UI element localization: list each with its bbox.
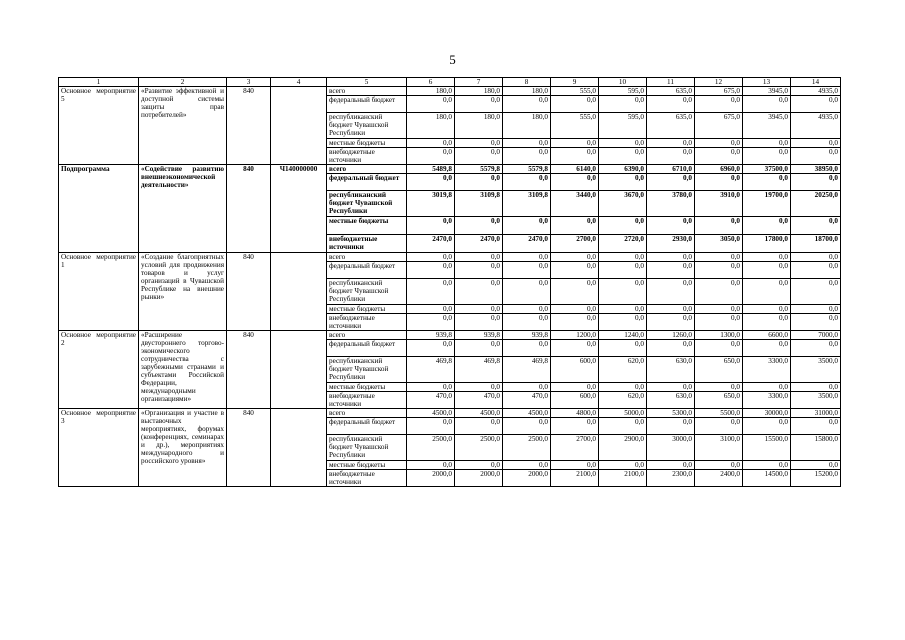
value-cell: 0,0 — [791, 96, 841, 113]
value-cell: 2930,0 — [647, 235, 695, 253]
value-cell: 2000,0 — [503, 470, 551, 487]
value-cell: 600,0 — [551, 392, 599, 409]
value-cell: 0,0 — [743, 174, 791, 191]
value-cell: 470,0 — [455, 392, 503, 409]
value-cell: 20250,0 — [791, 191, 841, 217]
value-cell: 0,0 — [695, 139, 743, 148]
value-cell: 6140,0 — [551, 165, 599, 174]
value-cell: 470,0 — [503, 392, 551, 409]
funding-source: федеральный бюджет — [327, 340, 407, 357]
funding-source: местные бюджеты — [327, 217, 407, 235]
value-cell: 0,0 — [695, 340, 743, 357]
value-cell: 0,0 — [551, 139, 599, 148]
value-cell: 4800,0 — [551, 409, 599, 418]
header-cell: 13 — [743, 78, 791, 87]
value-cell: 15800,0 — [791, 435, 841, 461]
funding-source: республиканский бюджет Чувашской Республики — [327, 357, 407, 383]
value-cell: 939,8 — [407, 331, 455, 340]
value-cell: 0,0 — [647, 174, 695, 191]
value-cell: 0,0 — [551, 174, 599, 191]
value-cell: 0,0 — [695, 253, 743, 262]
funding-source: местные бюджеты — [327, 305, 407, 314]
value-cell: 0,0 — [599, 383, 647, 392]
value-cell: 0,0 — [551, 314, 599, 331]
value-cell: 0,0 — [455, 253, 503, 262]
value-cell: 0,0 — [407, 314, 455, 331]
funding-source: внебюджетные источники — [327, 148, 407, 165]
value-cell: 180,0 — [503, 87, 551, 96]
header-row — [59, 78, 841, 87]
value-cell: 0,0 — [455, 96, 503, 113]
value-cell: 6390,0 — [599, 165, 647, 174]
group-title: «Создание благоприятных условий для продвижения товаров и услуг организаций в Чувашской Республике на внешние рынки» — [139, 253, 227, 331]
value-cell: 3910,0 — [695, 191, 743, 217]
budget-class-code — [271, 87, 327, 165]
funding-source: федеральный бюджет — [327, 174, 407, 191]
value-cell: 1200,0 — [551, 331, 599, 340]
value-cell: 0,0 — [503, 383, 551, 392]
value-cell: 2500,0 — [455, 435, 503, 461]
header-cell: 2 — [139, 78, 227, 87]
value-cell: 0,0 — [695, 305, 743, 314]
value-cell: 0,0 — [503, 461, 551, 470]
value-cell: 0,0 — [791, 340, 841, 357]
responsible-code: 840 — [227, 409, 271, 487]
value-cell: 14500,0 — [743, 470, 791, 487]
value-cell: 3945,0 — [743, 87, 791, 96]
value-cell: 0,0 — [551, 217, 599, 235]
value-cell: 2900,0 — [599, 435, 647, 461]
value-cell: 0,0 — [791, 262, 841, 279]
value-cell: 0,0 — [551, 253, 599, 262]
value-cell: 0,0 — [599, 148, 647, 165]
funding-source: республиканский бюджет Чувашской Республики — [327, 113, 407, 139]
value-cell: 0,0 — [503, 305, 551, 314]
value-cell: 3019,8 — [407, 191, 455, 217]
funding-source: федеральный бюджет — [327, 262, 407, 279]
value-cell: 0,0 — [407, 174, 455, 191]
funding-source: республиканский бюджет Чувашской Республики — [327, 279, 407, 305]
value-cell: 0,0 — [647, 305, 695, 314]
value-cell: 6960,0 — [695, 165, 743, 174]
value-cell: 675,0 — [695, 87, 743, 96]
value-cell: 3109,8 — [503, 191, 551, 217]
value-cell: 469,8 — [407, 357, 455, 383]
value-cell: 0,0 — [407, 139, 455, 148]
value-cell: 2470,0 — [407, 235, 455, 253]
value-cell: 0,0 — [743, 139, 791, 148]
value-cell: 0,0 — [407, 418, 455, 435]
value-cell: 939,8 — [455, 331, 503, 340]
value-cell: 0,0 — [407, 253, 455, 262]
value-cell: 469,8 — [455, 357, 503, 383]
value-cell: 0,0 — [695, 418, 743, 435]
value-cell: 0,0 — [695, 262, 743, 279]
responsible-code: 840 — [227, 87, 271, 165]
value-cell: 0,0 — [791, 148, 841, 165]
value-cell: 0,0 — [599, 217, 647, 235]
value-cell: 2100,0 — [599, 470, 647, 487]
value-cell: 0,0 — [743, 383, 791, 392]
header-cell: 7 — [455, 78, 503, 87]
value-cell: 630,0 — [647, 357, 695, 383]
value-cell: 650,0 — [695, 392, 743, 409]
value-cell: 1240,0 — [599, 331, 647, 340]
value-cell: 0,0 — [791, 279, 841, 305]
value-cell: 0,0 — [407, 279, 455, 305]
value-cell: 0,0 — [551, 96, 599, 113]
funding-source: всего — [327, 87, 407, 96]
value-cell: 17800,0 — [743, 235, 791, 253]
value-cell: 2470,0 — [503, 235, 551, 253]
value-cell: 0,0 — [599, 340, 647, 357]
value-cell: 3500,0 — [791, 392, 841, 409]
value-cell: 3780,0 — [647, 191, 695, 217]
value-cell: 0,0 — [407, 148, 455, 165]
value-cell: 3670,0 — [599, 191, 647, 217]
value-cell: 0,0 — [503, 253, 551, 262]
funding-source: местные бюджеты — [327, 461, 407, 470]
value-cell: 180,0 — [455, 113, 503, 139]
value-cell: 0,0 — [551, 461, 599, 470]
value-cell: 0,0 — [647, 217, 695, 235]
value-cell: 0,0 — [455, 262, 503, 279]
value-cell: 31000,0 — [791, 409, 841, 418]
value-cell: 0,0 — [407, 461, 455, 470]
value-cell: 15200,0 — [791, 470, 841, 487]
value-cell: 0,0 — [551, 148, 599, 165]
group-label: Основное мероприятие 5 — [59, 87, 139, 165]
value-cell: 0,0 — [455, 383, 503, 392]
budget-class-code — [271, 409, 327, 487]
value-cell: 3945,0 — [743, 113, 791, 139]
value-cell: 0,0 — [743, 279, 791, 305]
value-cell: 0,0 — [791, 314, 841, 331]
value-cell: 4500,0 — [503, 409, 551, 418]
value-cell: 0,0 — [647, 418, 695, 435]
table-body — [59, 78, 841, 487]
group-title: «Содействие развитию внешнеэкономической деятельности» — [139, 165, 227, 253]
header-cell: 4 — [271, 78, 327, 87]
value-cell: 0,0 — [503, 217, 551, 235]
value-cell: 38950,0 — [791, 165, 841, 174]
value-cell: 180,0 — [455, 87, 503, 96]
value-cell: 0,0 — [743, 96, 791, 113]
value-cell: 180,0 — [407, 113, 455, 139]
value-cell: 5579,8 — [455, 165, 503, 174]
value-cell: 0,0 — [647, 148, 695, 165]
header-cell: 5 — [327, 78, 407, 87]
value-cell: 5000,0 — [599, 409, 647, 418]
value-cell: 0,0 — [455, 174, 503, 191]
group-title: «Организация и участие в выставочных мероприятиях, форумах (конференциях, семинарах и др.), мероприятиях международного и российского уровня» — [139, 409, 227, 487]
table-row — [59, 165, 841, 174]
value-cell: 0,0 — [455, 314, 503, 331]
value-cell: 0,0 — [791, 418, 841, 435]
value-cell: 555,0 — [551, 87, 599, 96]
funding-source: республиканский бюджет Чувашской Республики — [327, 435, 407, 461]
value-cell: 0,0 — [407, 217, 455, 235]
value-cell: 2700,0 — [551, 235, 599, 253]
value-cell: 470,0 — [407, 392, 455, 409]
value-cell: 5500,0 — [695, 409, 743, 418]
value-cell: 5300,0 — [647, 409, 695, 418]
value-cell: 0,0 — [647, 279, 695, 305]
budget-class-code — [271, 331, 327, 409]
value-cell: 0,0 — [791, 139, 841, 148]
header-cell: 6 — [407, 78, 455, 87]
value-cell: 0,0 — [599, 174, 647, 191]
value-cell: 0,0 — [599, 279, 647, 305]
value-cell: 0,0 — [695, 314, 743, 331]
value-cell: 0,0 — [599, 314, 647, 331]
value-cell: 180,0 — [503, 113, 551, 139]
value-cell: 0,0 — [455, 340, 503, 357]
value-cell: 0,0 — [695, 174, 743, 191]
value-cell: 0,0 — [743, 262, 791, 279]
value-cell: 0,0 — [695, 148, 743, 165]
value-cell: 0,0 — [791, 253, 841, 262]
value-cell: 0,0 — [647, 139, 695, 148]
value-cell: 6600,0 — [743, 331, 791, 340]
value-cell: 3100,0 — [695, 435, 743, 461]
value-cell: 0,0 — [407, 262, 455, 279]
value-cell: 0,0 — [743, 314, 791, 331]
value-cell: 0,0 — [503, 139, 551, 148]
funding-source: местные бюджеты — [327, 383, 407, 392]
value-cell: 0,0 — [695, 279, 743, 305]
value-cell: 0,0 — [599, 418, 647, 435]
value-cell: 0,0 — [599, 96, 647, 113]
value-cell: 0,0 — [503, 279, 551, 305]
value-cell: 0,0 — [503, 314, 551, 331]
value-cell: 0,0 — [455, 461, 503, 470]
value-cell: 0,0 — [503, 174, 551, 191]
group-label: Основное мероприятие 2 — [59, 331, 139, 409]
value-cell: 0,0 — [503, 418, 551, 435]
value-cell: 5579,8 — [503, 165, 551, 174]
value-cell: 0,0 — [407, 305, 455, 314]
value-cell: 2720,0 — [599, 235, 647, 253]
value-cell: 2470,0 — [455, 235, 503, 253]
value-cell: 0,0 — [743, 418, 791, 435]
value-cell: 0,0 — [791, 461, 841, 470]
value-cell: 5489,8 — [407, 165, 455, 174]
value-cell: 2700,0 — [551, 435, 599, 461]
value-cell: 620,0 — [599, 392, 647, 409]
value-cell: 1300,0 — [695, 331, 743, 340]
value-cell: 0,0 — [743, 253, 791, 262]
value-cell: 0,0 — [743, 340, 791, 357]
funding-source: внебюджетные источники — [327, 392, 407, 409]
value-cell: 0,0 — [743, 217, 791, 235]
value-cell: 0,0 — [743, 461, 791, 470]
value-cell: 3300,0 — [743, 392, 791, 409]
value-cell: 0,0 — [407, 383, 455, 392]
value-cell: 2000,0 — [455, 470, 503, 487]
page-number: 5 — [449, 52, 456, 67]
header-cell: 3 — [227, 78, 271, 87]
value-cell: 3109,8 — [455, 191, 503, 217]
funding-source: местные бюджеты — [327, 139, 407, 148]
table-row — [59, 87, 841, 96]
header-cell: 10 — [599, 78, 647, 87]
value-cell: 0,0 — [695, 383, 743, 392]
value-cell: 0,0 — [647, 461, 695, 470]
value-cell: 0,0 — [599, 461, 647, 470]
value-cell: 0,0 — [743, 148, 791, 165]
value-cell: 0,0 — [551, 383, 599, 392]
responsible-code: 840 — [227, 165, 271, 253]
funding-source: федеральный бюджет — [327, 96, 407, 113]
value-cell: 635,0 — [647, 87, 695, 96]
value-cell: 0,0 — [599, 262, 647, 279]
value-cell: 0,0 — [647, 262, 695, 279]
value-cell: 0,0 — [791, 217, 841, 235]
value-cell: 0,0 — [599, 253, 647, 262]
value-cell: 30000,0 — [743, 409, 791, 418]
funding-source: внебюджетные источники — [327, 235, 407, 253]
value-cell: 7000,0 — [791, 331, 841, 340]
value-cell: 2100,0 — [551, 470, 599, 487]
financing-table — [58, 77, 841, 487]
funding-source: республиканский бюджет Чувашской Республики — [327, 191, 407, 217]
group-title: «Развитие эффективной и доступной системы защиты прав потребителей» — [139, 87, 227, 165]
value-cell: 675,0 — [695, 113, 743, 139]
table-row — [59, 409, 841, 418]
value-cell: 2500,0 — [407, 435, 455, 461]
value-cell: 4935,0 — [791, 87, 841, 96]
value-cell: 0,0 — [407, 340, 455, 357]
value-cell: 0,0 — [503, 340, 551, 357]
value-cell: 0,0 — [695, 217, 743, 235]
value-cell: 600,0 — [551, 357, 599, 383]
header-cell: 9 — [551, 78, 599, 87]
value-cell: 0,0 — [599, 305, 647, 314]
responsible-code: 840 — [227, 331, 271, 409]
value-cell: 630,0 — [647, 392, 695, 409]
table-row — [59, 331, 841, 340]
value-cell: 2300,0 — [647, 470, 695, 487]
funding-source: федеральный бюджет — [327, 418, 407, 435]
value-cell: 0,0 — [503, 262, 551, 279]
value-cell: 0,0 — [791, 305, 841, 314]
value-cell: 3500,0 — [791, 357, 841, 383]
value-cell: 0,0 — [455, 305, 503, 314]
value-cell: 15500,0 — [743, 435, 791, 461]
value-cell: 0,0 — [455, 217, 503, 235]
value-cell: 0,0 — [407, 96, 455, 113]
funding-source: всего — [327, 253, 407, 262]
value-cell: 0,0 — [647, 383, 695, 392]
value-cell: 1260,0 — [647, 331, 695, 340]
value-cell: 0,0 — [551, 340, 599, 357]
value-cell: 555,0 — [551, 113, 599, 139]
value-cell: 0,0 — [743, 305, 791, 314]
value-cell: 0,0 — [647, 340, 695, 357]
header-cell: 1 — [59, 78, 139, 87]
value-cell: 0,0 — [551, 262, 599, 279]
value-cell: 4935,0 — [791, 113, 841, 139]
value-cell: 3300,0 — [743, 357, 791, 383]
value-cell: 3440,0 — [551, 191, 599, 217]
value-cell: 0,0 — [455, 418, 503, 435]
value-cell: 180,0 — [407, 87, 455, 96]
value-cell: 0,0 — [599, 139, 647, 148]
value-cell: 635,0 — [647, 113, 695, 139]
funding-source: всего — [327, 331, 407, 340]
value-cell: 620,0 — [599, 357, 647, 383]
value-cell: 650,0 — [695, 357, 743, 383]
value-cell: 0,0 — [791, 174, 841, 191]
value-cell: 18700,0 — [791, 235, 841, 253]
value-cell: 0,0 — [695, 96, 743, 113]
funding-source: внебюджетные источники — [327, 470, 407, 487]
funding-source: всего — [327, 409, 407, 418]
group-label: Основное мероприятие 1 — [59, 253, 139, 331]
budget-class-code — [271, 253, 327, 331]
value-cell: 3000,0 — [647, 435, 695, 461]
value-cell: 6710,0 — [647, 165, 695, 174]
group-label: Подпрограмма — [59, 165, 139, 253]
value-cell: 2000,0 — [407, 470, 455, 487]
header-cell: 12 — [695, 78, 743, 87]
value-cell: 2400,0 — [695, 470, 743, 487]
group-label: Основное мероприятие 3 — [59, 409, 139, 487]
table-row — [59, 253, 841, 262]
header-cell: 8 — [503, 78, 551, 87]
value-cell: 0,0 — [647, 96, 695, 113]
funding-source: внебюджетные источники — [327, 314, 407, 331]
value-cell: 2500,0 — [503, 435, 551, 461]
group-title: «Расширение двустороннего торгово-экономического сотрудничества с зарубежными странами и субъектами Российской Федерации, международными организациями» — [139, 331, 227, 409]
header-cell: 14 — [791, 78, 841, 87]
value-cell: 595,0 — [599, 87, 647, 96]
value-cell: 19700,0 — [743, 191, 791, 217]
value-cell: 0,0 — [791, 383, 841, 392]
value-cell: 4500,0 — [407, 409, 455, 418]
value-cell: 939,8 — [503, 331, 551, 340]
value-cell: 0,0 — [695, 461, 743, 470]
value-cell: 0,0 — [647, 253, 695, 262]
funding-source: всего — [327, 165, 407, 174]
value-cell: 595,0 — [599, 113, 647, 139]
value-cell: 0,0 — [503, 148, 551, 165]
value-cell: 0,0 — [551, 279, 599, 305]
value-cell: 469,8 — [503, 357, 551, 383]
value-cell: 0,0 — [551, 305, 599, 314]
budget-class-code: Ч140000000 — [271, 165, 327, 253]
value-cell: 4500,0 — [455, 409, 503, 418]
value-cell: 37500,0 — [743, 165, 791, 174]
responsible-code: 840 — [227, 253, 271, 331]
header-cell: 11 — [647, 78, 695, 87]
value-cell: 0,0 — [455, 279, 503, 305]
value-cell: 0,0 — [503, 96, 551, 113]
value-cell: 3050,0 — [695, 235, 743, 253]
value-cell: 0,0 — [455, 148, 503, 165]
value-cell: 0,0 — [455, 139, 503, 148]
value-cell: 0,0 — [647, 314, 695, 331]
value-cell: 0,0 — [551, 418, 599, 435]
